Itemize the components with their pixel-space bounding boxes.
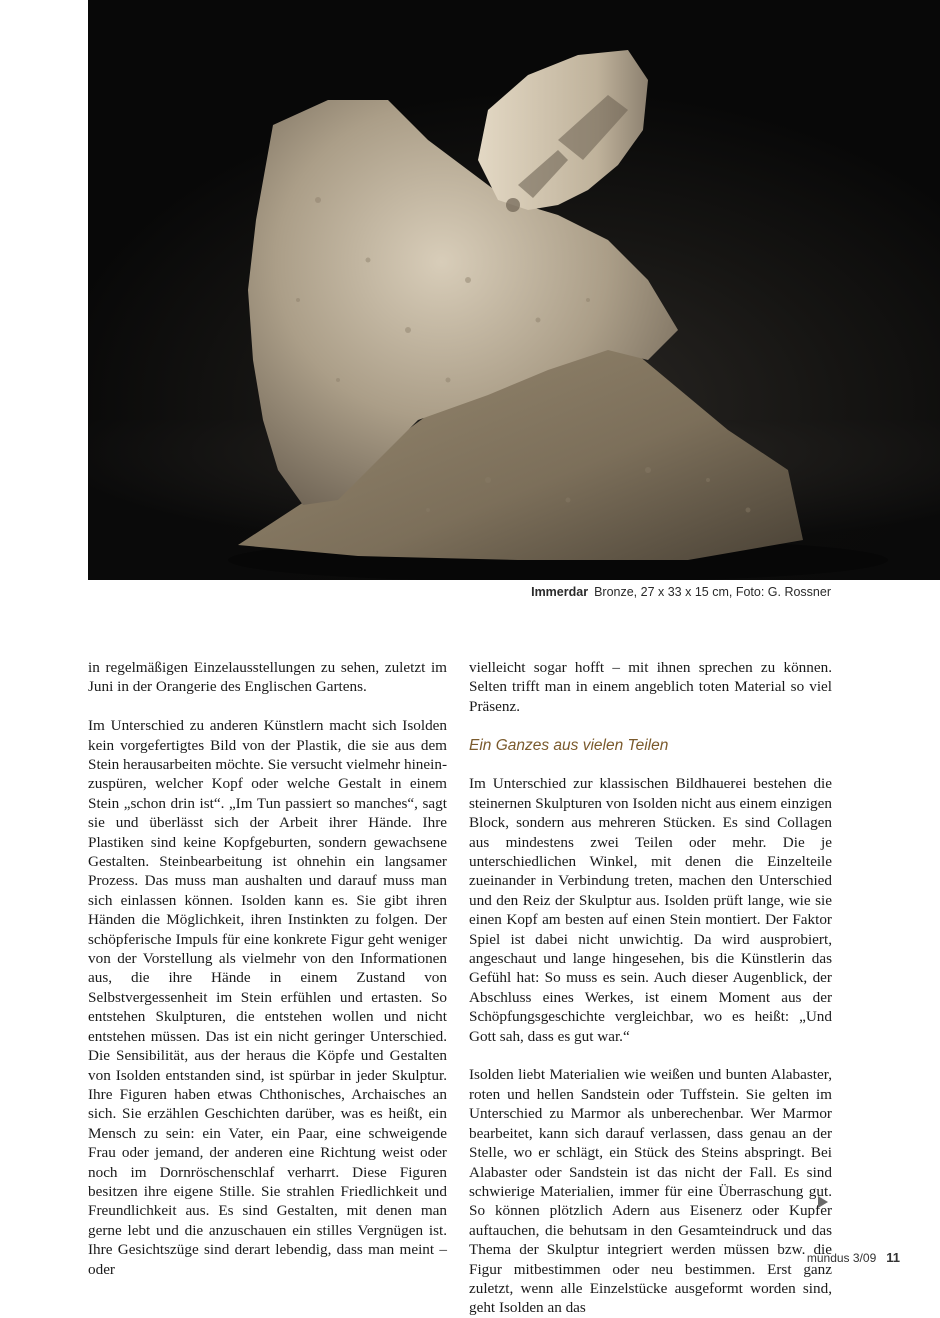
caption-details: Bronze, 27 x 33 x 15 cm, Foto: G. Rossner — [594, 585, 831, 599]
left-text-column — [88, 658, 447, 1279]
magazine-issue: mundus 3/09 — [806, 1251, 877, 1265]
sculpture-photo — [88, 0, 940, 580]
caption-title: Immerdar — [531, 585, 589, 599]
page-number: 11 — [886, 1250, 900, 1265]
paragraph: in regelmäßigen Einzelausstellungen zu sehen, zuletzt im Juni in der Orangerie des Englischen Gartens. — [88, 659, 447, 696]
right-text-column — [469, 658, 832, 1318]
photo-caption — [531, 585, 831, 599]
paragraph: vielleicht sogar hofft – mit ihnen sprechen zu können. Selten trifft man in einem angeblich toten Material so viel Präsenz. — [469, 659, 832, 715]
paragraph: Im Unterschied zur klassischen Bildhauerei bestehen die steinernen Skulpturen von Isolden nicht aus einem einzigen Block, sondern aus mehreren Stücken. Es sind Collagen aus mindestens zwei Teilen oder mehr. Die je unterschiedlichen Winkel, mit denen die Einzelteile zueinander in Verbindung treten, machen den Unterschied und den Reiz der Skulptur aus. Isolden prüft lange, wie sie einen Kopf am besten auf einen Stein montiert. Der Faktor Spiel ist dabei nicht unwichtig. Da wird ausprobiert, angeschaut und lange hingesehen, bis die Künstlerin das Gefühl hat: So muss es sein. Auch dieser Augenblick, der Abschluss eines Werkes, ist einem Moment aus der Schöpfungsgeschichte vergleichbar, wo es heißt: „Und Gott sah, dass es gut war.“ — [469, 775, 832, 1045]
sculpture-illustration — [88, 0, 940, 580]
page-footer — [807, 1250, 900, 1265]
section-subheading: Ein Ganzes aus vielen Teilen — [469, 736, 669, 754]
paragraph: Im Unterschied zu anderen Künstlern macht sich Isolden kein vorgefertigtes Bild von der Plastik, die sie aus dem Stein herausarbeiten möchte. Sie versucht vielmehr hineinzuspüren, welcher Kopf oder welche Gestalt in einem Stein „schon drin ist“. „Im Tun passiert so manches“, sagt sie und überlässt sich der Arbeit ihrer Hände. Ihre Plastiken sind keine Kopfgeburten, sondern gewachsene Gestalten. Steinbearbeitung ist ohnehin ein langsamer Prozess. Das muss man aushalten und darauf muss man sich einlassen können. Isolden kann es. Sie gibt ihren Händen die Möglichkeit, ihren Instinkten zu folgen. Der schöpferische Impuls für eine konkrete Figur geht weniger von der Vorstellung als vielmehr von den Informationen aus, die ihre Hände in einem Zustand von Selbstvergessenheit im Stein erfühlen und ertasten. So entstehen Skulpturen, die entstehen wollen und nicht entstehen müssen. Das ist ein nicht geringer Unterschied. Die Sensibilität, aus der heraus die Köpfe und Gestalten von Isolden entstanden sind, ist spürbar in jeder Skulptur. Ihre Figuren haben etwas Chthonisches, Archaisches an sich. Sie erzählen Geschichten darüber, was es heißt, ein Mensch zu sein: ein Vater, ein Paar, eine schweigende Frau oder jemand, der anderen eine Richtung weist oder noch im Dornröschenschlaf verharrt. Diese Figuren besitzen ihre eigene Stille. Sie strahlen Friedlichkeit und Freundlichkeit aus. Es sind Gestalten, mit denen man gerne lebt und die anzuschauen ein stilles Vergnügen ist. Ihre Gesichtszüge sind derart lebendig, dass man meint – oder — [88, 717, 447, 1278]
continue-arrow-icon — [818, 1196, 828, 1208]
paragraph: Isolden liebt Materialien wie weißen und bunten Alabaster, roten und hellen Sandstein oder Tuffstein. Sie gelten im Unterschied zu Marmor als unberechenbar. Wer Marmor bearbeitet, kann sich darauf verlassen, dass genau an der Stelle, wo er schlägt, ein Stück des Steins abspringt. Bei Alabaster oder Sandstein ist das nicht der Fall. Es sind schwierige Materialien, immer für eine Überraschung gut. So können plötzlich Adern aus Eisenerz oder Kupfer auftauchen, die behutsam in den Gesamteindruck und das Thema der Skulptur integriert werden müssen bzw. die Figur mitbestimmen oder neu bestimmen. Erst ganz zuletzt, wenn alle Einzelstücke ausgeformt worden sind, geht Isolden an das — [469, 1066, 832, 1317]
